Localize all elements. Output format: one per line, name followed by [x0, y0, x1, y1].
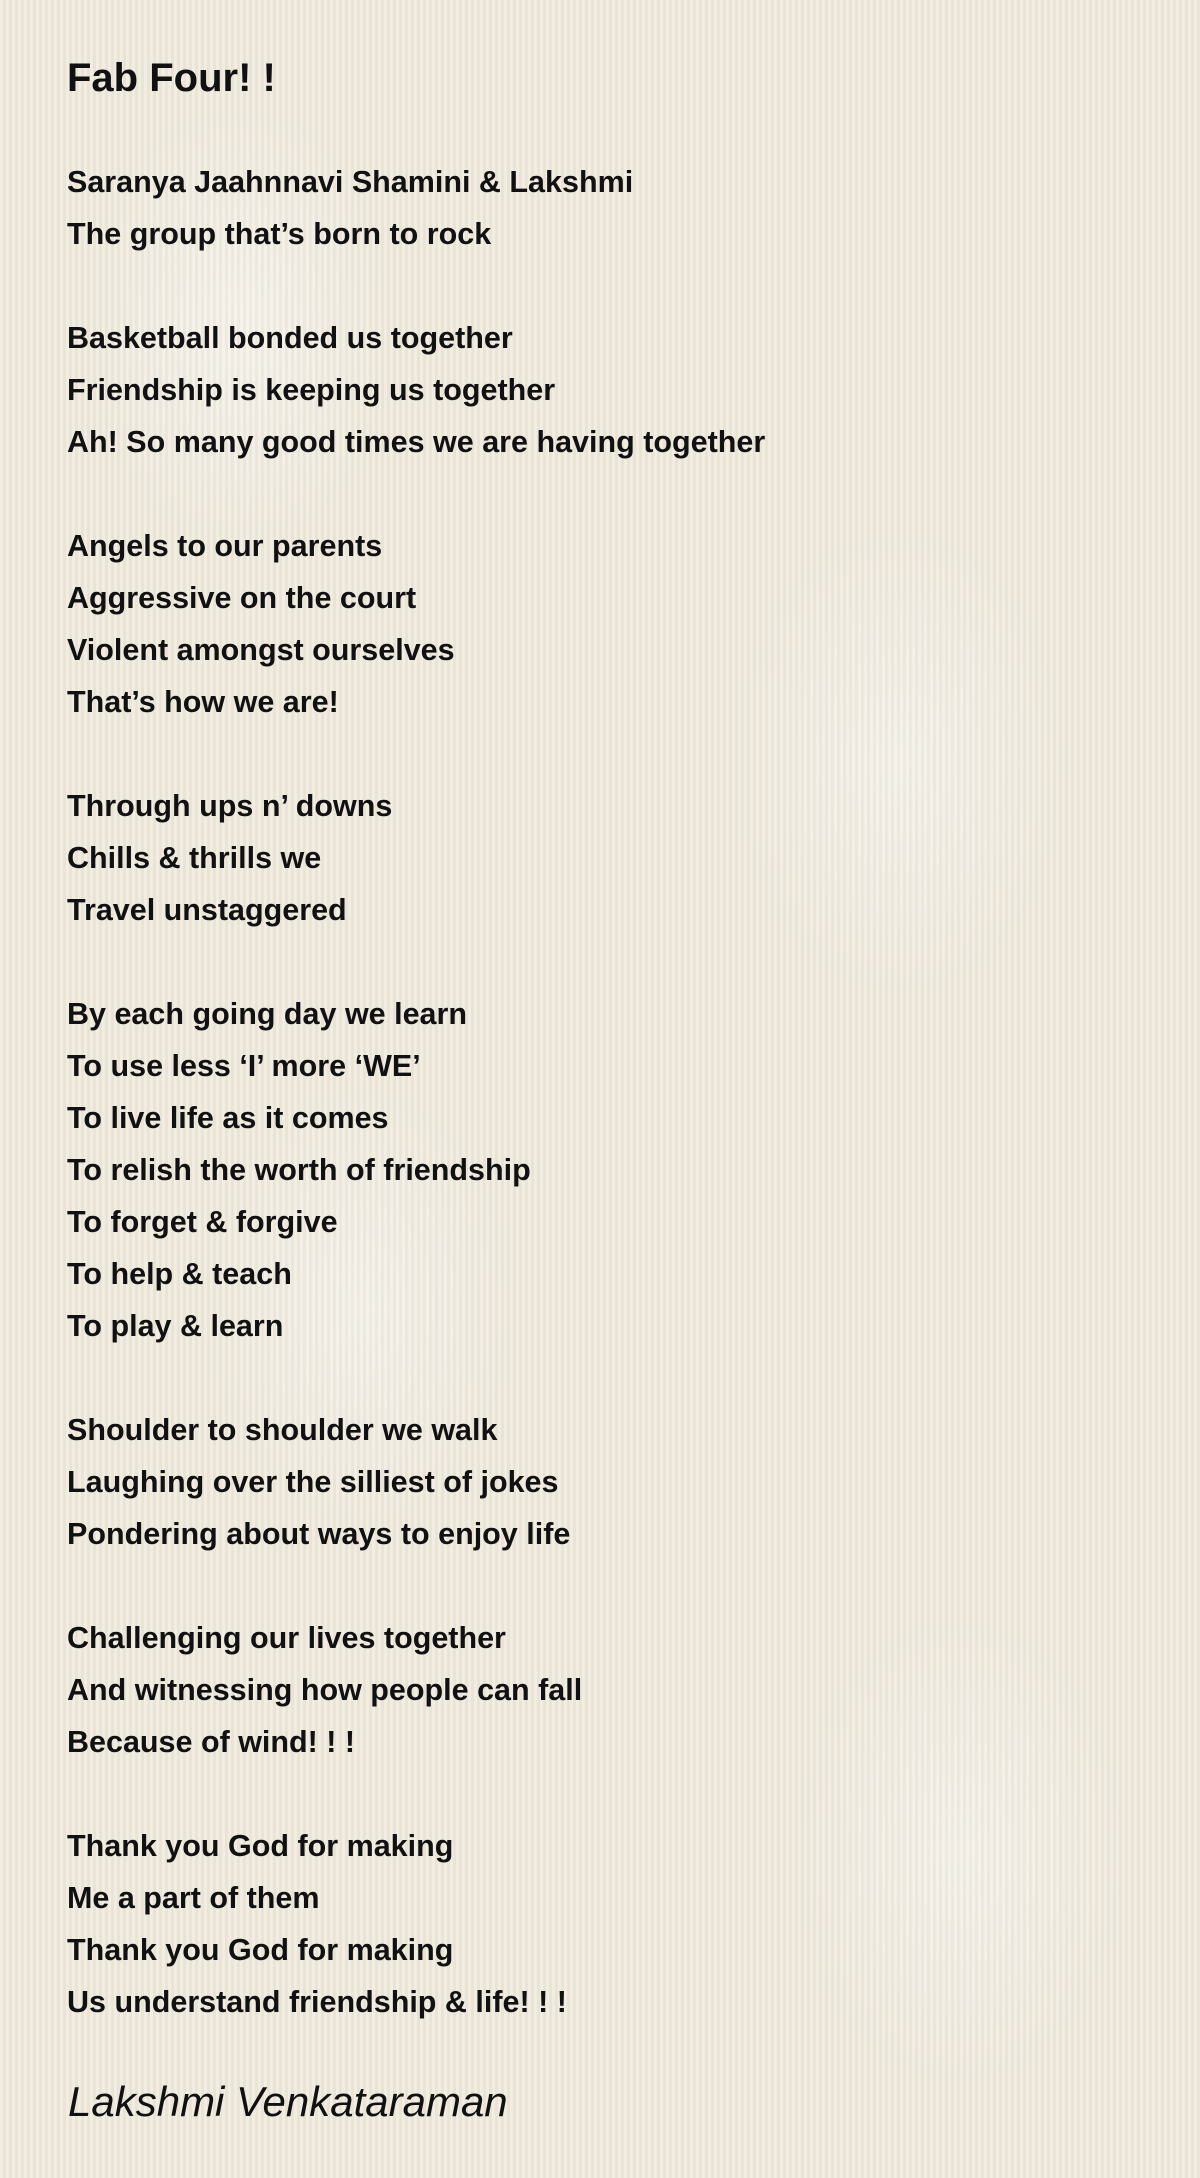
poem-line: Thank you God for making — [67, 1829, 454, 1863]
poem-line: Thank you God for making — [67, 1933, 454, 1967]
poem-card — [67, 48, 1147, 2080]
poem-stanza — [67, 520, 1147, 728]
poem-line: Travel unstaggered — [67, 893, 347, 927]
poem-line: To forget & forgive — [67, 1205, 338, 1239]
poem-line: Through ups n’ downs — [67, 789, 393, 823]
poem-line: Laughing over the silliest of jokes — [67, 1465, 559, 1499]
poem-stanza — [67, 1820, 1147, 2028]
poem-stanza — [67, 1612, 1147, 1768]
poem-line: Because of wind! ! ! — [67, 1725, 356, 1759]
poem-line: Shoulder to shoulder we walk — [67, 1413, 498, 1447]
poem-author: Lakshmi Venkataraman — [68, 2078, 508, 2125]
poem-line: Basketball bonded us together — [67, 321, 513, 355]
poem-line: The group that’s born to rock — [67, 217, 492, 251]
poem-line: Violent amongst ourselves — [67, 633, 455, 667]
poem-stanza — [67, 780, 1147, 936]
poem-line: Pondering about ways to enjoy life — [67, 1517, 571, 1551]
poem-line: To use less ‘I’ more ‘WE’ — [67, 1049, 421, 1083]
poem-line: To live life as it comes — [67, 1101, 389, 1135]
poem-line: To play & learn — [67, 1309, 284, 1343]
poem-line: Friendship is keeping us together — [67, 373, 556, 407]
poem-line: To help & teach — [67, 1257, 292, 1291]
poem-line: Aggressive on the court — [67, 581, 417, 615]
poem-line: Us understand friendship & life! ! ! — [67, 1985, 567, 2019]
poem-line: By each going day we learn — [67, 997, 468, 1031]
poem-line: That’s how we are! — [67, 685, 339, 719]
poem-stanza — [67, 156, 1147, 260]
poem-line: And witnessing how people can fall — [67, 1673, 583, 1707]
poem-line: To relish the worth of friendship — [67, 1153, 531, 1187]
poem-line: Chills & thrills we — [67, 841, 322, 875]
poem-line: Saranya Jaahnnavi Shamini & Lakshmi — [67, 165, 634, 199]
poem-line: Angels to our parents — [67, 529, 383, 563]
poem-stanza — [67, 312, 1147, 468]
poem-line: Me a part of them — [67, 1881, 320, 1915]
poem-line: Challenging our lives together — [67, 1621, 506, 1655]
poem-title: Fab Four! ! — [67, 56, 276, 100]
poem-stanza — [67, 1404, 1147, 1560]
poem-line: Ah! So many good times we are having together — [67, 425, 766, 459]
poem-body — [67, 156, 1147, 2028]
poem-stanza — [67, 988, 1147, 1352]
